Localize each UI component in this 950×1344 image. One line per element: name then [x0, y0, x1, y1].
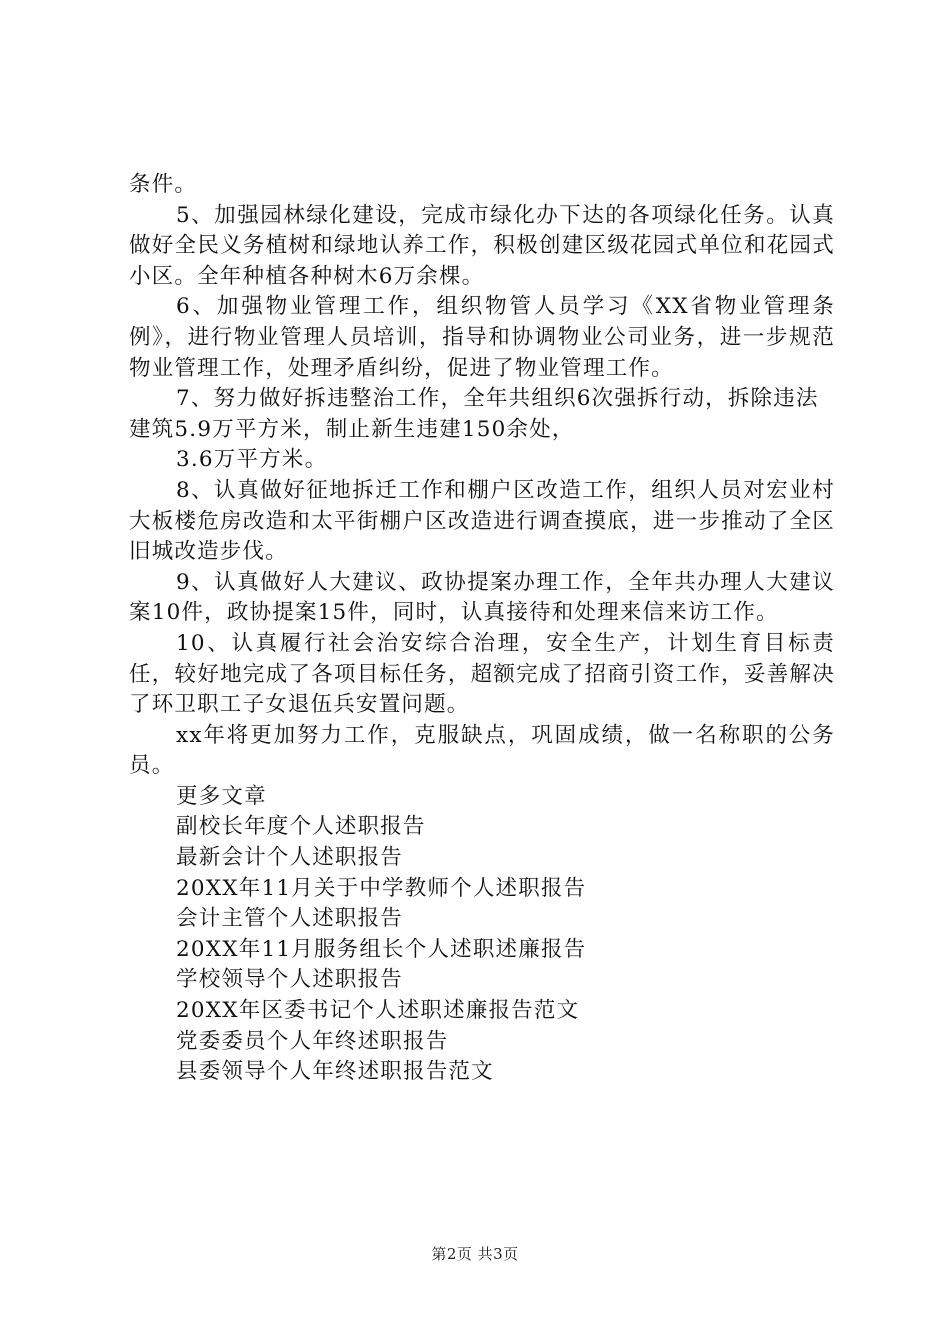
more-article-link[interactable]: 最新会计个人述职报告: [176, 845, 404, 871]
more-article-link[interactable]: 20XX年11月服务组长个人述职述廉报告: [176, 936, 587, 962]
paragraph-item-6: 6、加强物业管理工作，组织物管人员学习《XX省物业管理条例》，进行物业管理人员培训，指导和协调物业公司业务，进一步规范物业管理工作，处理矛盾纠纷，促进了物业管理工作。: [129, 294, 835, 381]
more-article-link[interactable]: 20XX年区委书记个人述职述廉报告范文: [176, 998, 580, 1024]
paragraph-item-5: 5、加强园林绿化建设，完成市绿化办下达的各项绿化任务。认真做好全民义务植树和绿地认养工作，积极创建区级花园式单位和花园式小区。全年种植各种树木6万余棵。: [129, 202, 835, 289]
paragraph-item-9: 9、认真做好人大建议、政协提案办理工作，全年共办理人大建议案10件，政协提案15件，同时，认真接待和处理来信来访工作。: [129, 569, 835, 626]
paragraph-item-8: 8、认真做好征地拆迁工作和棚户区改造工作，组织人员对宏业村大板楼危房改造和太平街棚户区改造进行调查摸底，进一步推动了全区旧城改造步伐。: [129, 477, 835, 565]
more-article-link[interactable]: 会计主管个人述职报告: [176, 906, 404, 932]
paragraph-item-7-continued: 3.6万平方米。: [176, 447, 328, 473]
more-article-link[interactable]: 党委委员个人年终述职报告: [176, 1028, 449, 1054]
more-articles-section: [129, 782, 835, 1088]
more-articles-heading: 更多文章: [176, 783, 267, 809]
paragraph-item-7: 7、努力做好拆违整治工作，全年共组织6次强拆行动，拆除违法建筑5.9万平方米，制止新生违建150余处，: [129, 386, 819, 442]
document-body: [129, 170, 835, 1088]
paragraph-continuation: 条件。: [129, 172, 198, 197]
paragraph-item-10: 10、认真履行社会治安综合治理，安全生产，计划生育目标责任，较好地完成了各项目标任务，超额完成了招商引资工作，妥善解决了环卫职工子女退伍兵安置问题。: [129, 630, 835, 718]
more-article-link[interactable]: 副校长年度个人述职报告: [176, 814, 426, 840]
more-article-link[interactable]: 学校领导个人述职报告: [176, 967, 404, 993]
more-article-link[interactable]: 20XX年11月关于中学教师个人述职报告: [176, 875, 587, 901]
more-article-link[interactable]: 县委领导个人年终述职报告范文: [176, 1059, 494, 1085]
page-number-footer: 第2页 共3页: [431, 1245, 519, 1263]
paragraph-conclusion: xx年将更加努力工作，克服缺点，巩固成绩，做一名称职的公务员。: [129, 722, 835, 779]
